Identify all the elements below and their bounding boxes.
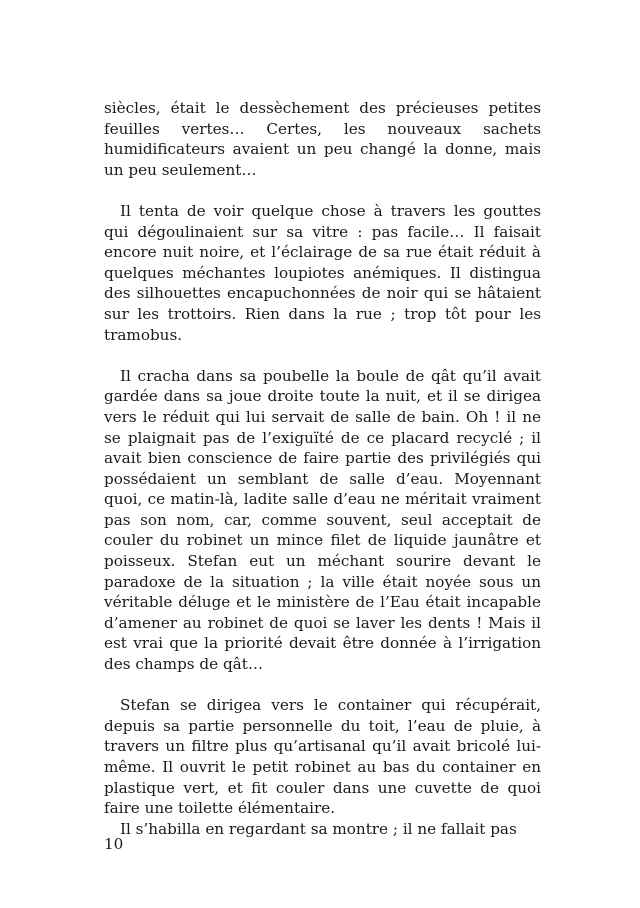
body-text <box>104 98 541 839</box>
paragraph: Il s’habilla en regardant sa montre ; il ne fallait pas <box>120 819 517 838</box>
paragraph-continued: siècles, était le dessèchement des précieuses petites feuilles vertes… Certes, les nouveaux sachets humidificateurs avaient un peu changé la donne, mais un peu seulement… <box>104 99 541 179</box>
paragraph: Il cracha dans sa poubelle la boule de qât qu’il avait gardée dans sa joue droite toute la nuit, et il se dirigea vers le réduit qui lui servait de salle de bain. Oh ! il ne se plaignait pas de l’exiguïté de ce placard recyclé ; il avait bien conscience de faire partie des privilégiés qui possédaient un semblant de salle d’eau. Moyennant quoi, ce matin-là, ladite salle d’eau ne méritait vraiment pas son nom, car, comme souvent, seul acceptait de couler du robinet un mince filet de liquide jaunâtre et poisseux. Stefan eut un méchant sourire devant le paradoxe de la situation ; la ville était noyée sous un véritable déluge et le ministère de l’Eau était incapable d’amener au robinet de quoi se laver les dents ! Mais il est vrai que la priorité devait être donnée à l’irrigation des champs de qât… <box>104 366 541 674</box>
paragraph: Il tenta de voir quelque chose à travers les gouttes qui dégoulinaient sur sa vitre : pas facile… Il faisait encore nuit noire, et l’éclairage de sa rue était réduit à quelques méchantes loupiotes anémiques. Il distingua des silhouettes encapuchonnées de noir qui se hâtaient sur les trottoirs. Rien dans la rue ; trop tôt pour les tramobus. <box>104 201 541 344</box>
page-number: 10 <box>104 835 124 853</box>
paragraph: Stefan se dirigea vers le container qui récupérait, depuis sa partie personnelle du toit, l’eau de pluie, à travers un filtre plus qu’artisanal qu’il avait bricolé lui-même. Il ouvrit le petit robinet au bas du container en plastique vert, et fit couler dans une cuvette de quoi faire une toilette élémentaire. <box>104 696 541 818</box>
